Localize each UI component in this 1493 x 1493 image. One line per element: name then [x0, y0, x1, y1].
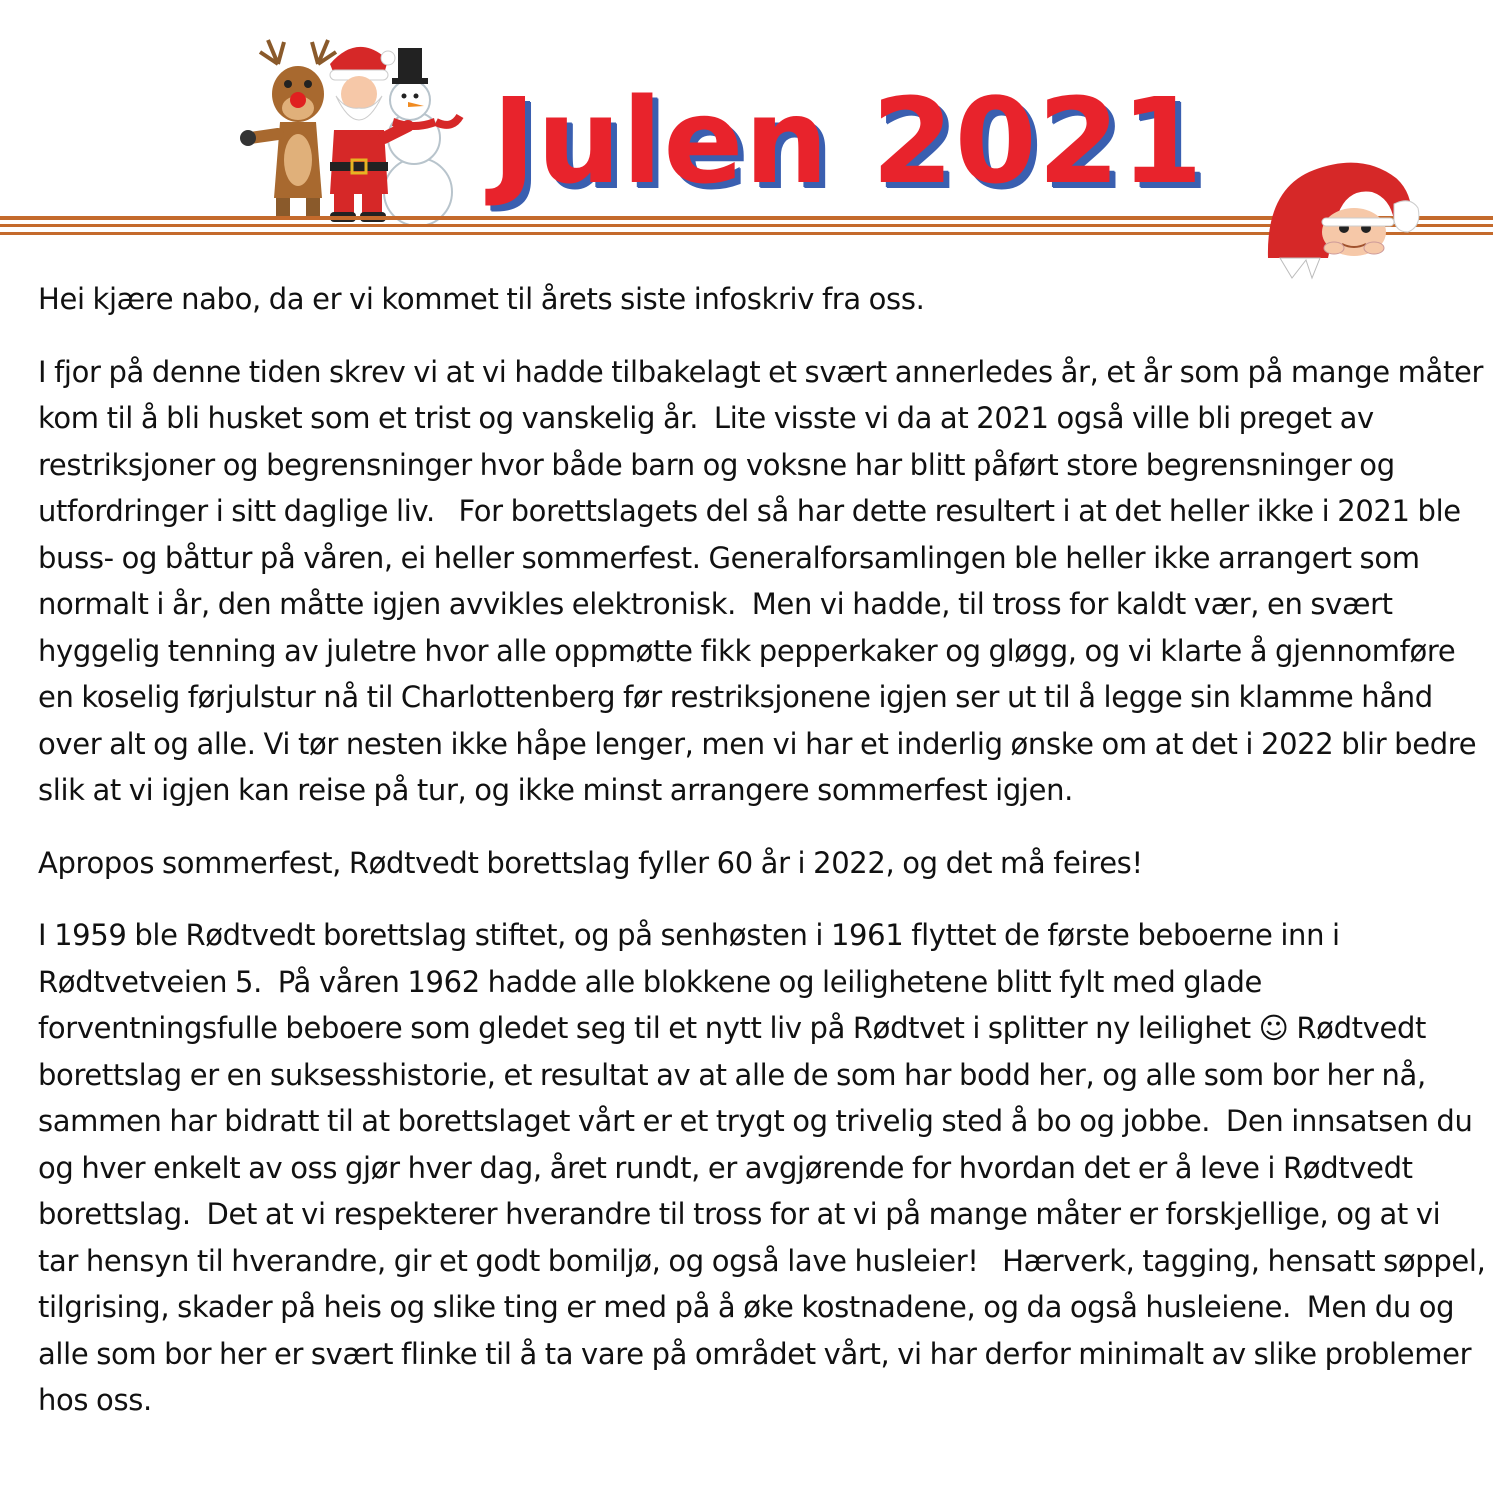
page-title: Julen 2021 — [492, 72, 1204, 210]
reindeer-santa-snowman-illustration — [238, 34, 470, 224]
peeking-elf-illustration — [1262, 148, 1422, 280]
elf-icon — [1268, 163, 1419, 278]
letter-body — [38, 276, 1493, 1450]
paragraph-history: I 1959 ble Rødtvedt borettslag stiftet, og på senhøsten i 1961 flyttet de første beboerne inn i Rødtvetveien 5. På våren 1962 hadde alle blokkene og leilighetene blitt fylt med glade forventningsfulle beboere som gledet seg til et nytt liv på Rødtvet i splitter ny leilighet ☺ Rødtvedt borettslag er en suksesshistorie, et resultat av at alle de som har bodd her, og alle som bor her nå, sammen har bidratt til at borettslaget vårt er et trygt og trivelig sted å bo og jobbe. Den innsatsen du og hver enkelt av oss gjør hver dag, året rundt, er avgjørende for hvordan det er å leve i Rødtvedt borettslag. Det at vi respekterer hverandre til tross for at vi på mange måter er forskjellige, og at vi tar hensyn til hverandre, gir et godt bomiljø, og også lave husleier! Hærverk, tagging, hensatt søppel, tilgrising, skader på heis og slike ting er med på å øke kostnadene, og da også husleiene. Men du og alle som bor her er svært flinke til å ta vare på området vårt, vi har derfor minimalt av slike problemer hos oss. — [38, 918, 1493, 1417]
paragraph-anniversary: Apropos sommerfest, Rødtvedt borettslag fyller 60 år i 2022, og det må feires! — [38, 845, 1143, 880]
paragraph-greeting: Hei kjære nabo, da er vi kommet til årets siste infoskriv fra oss. — [38, 282, 925, 316]
reindeer-icon — [240, 40, 336, 220]
paragraph-year-review: I fjor på denne tiden skrev vi at vi hadde tilbakelagt et svært annerledes år, et år som på mange måter kom til å bli husket som et trist og vanskelig år. Lite visste vi da at 2021 også ville bli preget av restriksjoner og begrensninger hvor både barn og voksne har blitt påført store begrensninger og utfordringer i sitt daglige liv. For borettslagets del så har dette resultert i at det heller ikke i 2021 ble buss- og båttur på våren, ei heller sommerfest. Generalforsamlingen ble heller ikke arrangert som normalt i år, den måtte igjen avvikles elektronisk. Men vi hadde, til tross for kaldt vær, en svært hyggelig tenning av juletre hvor alle oppmøtte fikk pepperkaker og gløgg, og vi klarte å gjennomføre en koselig førjulstur nå til Charlottenberg før restriksjonene igjen ser ut til å legge sin klamme hånd over alt og alle. Vi tør nesten ikke håpe lenger, men vi har et inderlig ønske om at det i 2022 blir bedre slik at vi igjen kan reise på tur, og ikke minst arrangere sommerfest igjen. — [38, 354, 1491, 807]
letter-header — [0, 0, 1493, 280]
